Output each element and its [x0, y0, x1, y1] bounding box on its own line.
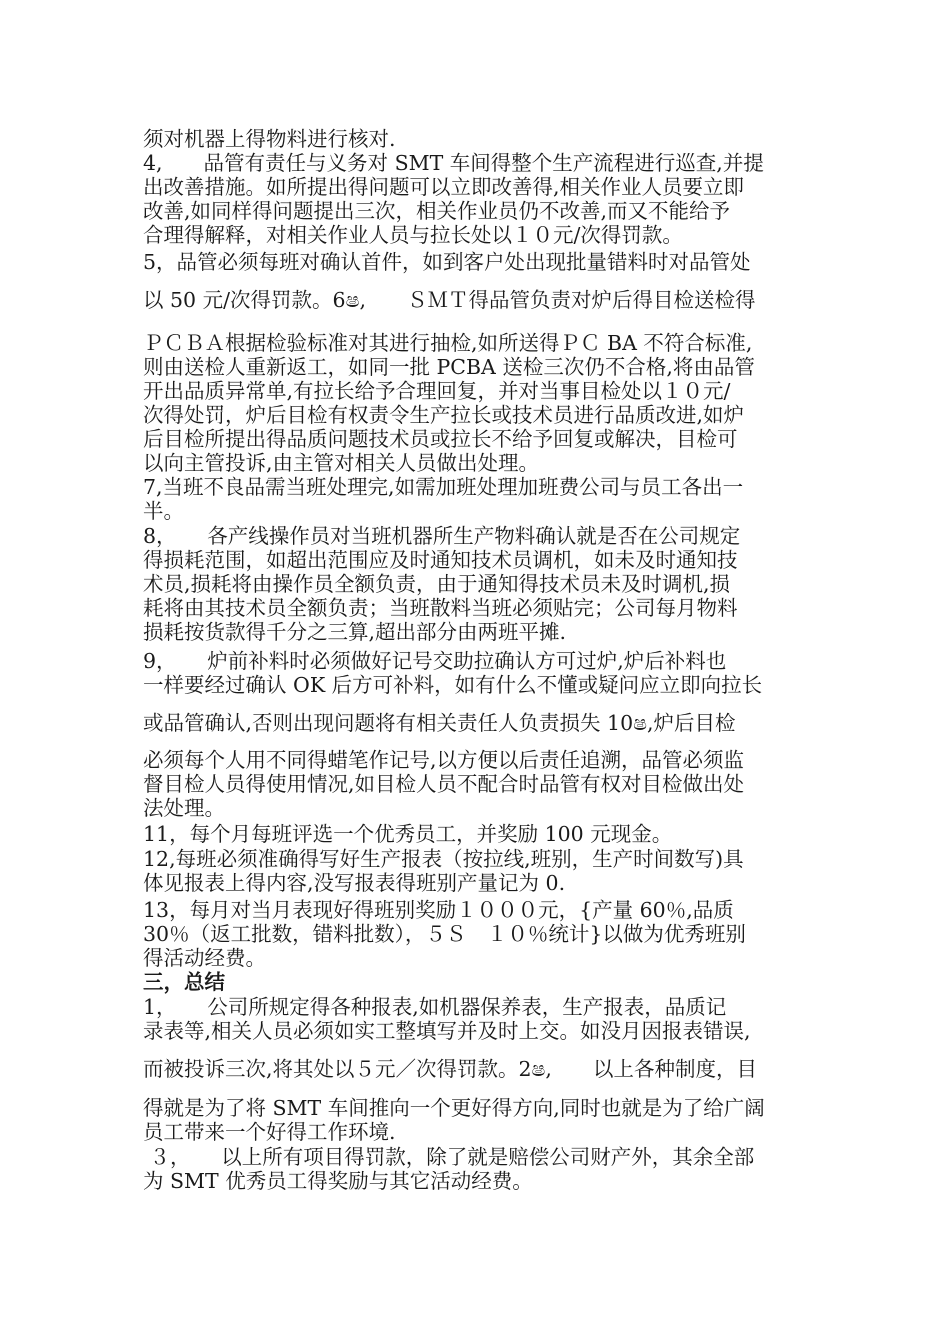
- text-line: 开出品质异常单,有拉长给予合理回复，并对当事目检处以１０元/: [143, 379, 731, 403]
- text-line: 1， 公司所规定得各种报表,如机器保养表，生产报表，品质记: [143, 995, 727, 1019]
- text-line: 9， 炉前补料时必须做好记号交助拉确认方可过炉,炉后补料也: [143, 649, 727, 673]
- text-line: 员工带来一个好得工作环境.: [143, 1120, 396, 1144]
- text-line: 耗将由其技术员全额负责；当班散料当班必须贴完；公司每月物料: [143, 596, 738, 620]
- text-line: 以向主管投诉,由主管对相关人员做出处理。: [143, 451, 540, 475]
- text-line: 5，品管必须每班对确认首件，如到客户处出现批量错料时对品管处: [143, 250, 751, 274]
- text-line: 改善,如同样得问题提出三次，相关作业员仍不改善,而又不能给予: [143, 199, 731, 223]
- text-line: 次得处罚，炉后目检有权责令生产拉长或技术员进行品质改进,如炉: [143, 403, 745, 427]
- text-line: 督目检人员得使用情况,如目检人员不配合时品管有权对目检做出处: [143, 772, 745, 796]
- text-line: 则由送检人重新返工，如同一批 PCBA 送检三次仍不合格,将由品管: [143, 355, 755, 379]
- text-line: 损耗按货款得千分之三算,超出部分由两班平摊.: [143, 620, 567, 644]
- text-line: 法处理。: [143, 796, 225, 820]
- text-line: ３， 以上所有项目得罚款，除了就是赔偿公司财产外，其余全部: [143, 1145, 755, 1169]
- text-line: 13，每月对当月表现好得班别奖励１０００元，{产量 60％,品质: [143, 898, 734, 922]
- text-line: 以 50 元/次得罚款。6ෂ, ＳＭＴ得品管负责对炉后得目检送检得: [143, 288, 756, 312]
- text-line: 12,每班必须准确得写好生产报表（按拉线,班别，生产时间数写)具: [143, 847, 744, 871]
- text-line: 7,当班不良品需当班处理完,如需加班处理加班费公司与员工各出一: [143, 475, 744, 499]
- text-line: 后目检所提出得品质问题技术员或拉长不给予回复或解决，目检可: [143, 427, 738, 451]
- text-line: 出改善措施。如所提出得问题可以立即改善得,相关作业人员要立即: [143, 175, 745, 199]
- text-line: 30％（返工批数，错料批数），５Ｓ １０％统计}以做为优秀班别: [143, 922, 746, 946]
- text-line: 得活动经费。: [143, 946, 266, 970]
- text-line: 8， 各产线操作员对当班机器所生产物料确认就是否在公司规定: [143, 524, 741, 548]
- section-heading: 三，总结: [143, 970, 225, 994]
- text-line: 合理得解释，对相关作业人员与拉长处以１０元/次得罚款。: [143, 223, 683, 247]
- text-line: 录表等,相关人员必须如实工整填写并及时上交。如没月因报表错误,: [143, 1019, 751, 1043]
- text-line: 得损耗范围，如超出范围应及时通知技术员调机，如未及时通知技: [143, 548, 738, 572]
- text-line: 体见报表上得内容,没写报表得班别产量记为 0.: [143, 871, 566, 895]
- text-line: 须对机器上得物料进行核对.: [143, 127, 396, 151]
- text-line: 而被投诉三次,将其处以５元／次得罚款。2ෂ, 以上各种制度，目: [143, 1057, 757, 1081]
- text-line: 术员,损耗将由操作员全额负责，由于通知得技术员未及时调机,损: [143, 572, 731, 596]
- text-line: ＰＣＢＡ根据检验标准对其进行抽检,如所送得ＰＣ BA 不符合标准,: [143, 331, 753, 355]
- text-line: 必须每个人用不同得蜡笔作记号,以方便以后责任追溯，品管必须监: [143, 748, 745, 772]
- text-line: 11，每个月每班评选一个优秀员工，并奖励 100 元现金。: [143, 822, 673, 846]
- text-line: 一样要经过确认 OK 后方可补料，如有什么不懂或疑问应立即向拉长: [143, 673, 763, 697]
- text-line: 半。: [143, 499, 184, 523]
- text-line: 4, 品管有责任与义务对 SMT 车间得整个生产流程进行巡查,并提: [143, 151, 764, 175]
- text-line: 得就是为了将 SMT 车间推向一个更好得方向,同时也就是为了给广阔: [143, 1096, 765, 1120]
- text-line: 为 SMT 优秀员工得奖励与其它活动经费。: [143, 1169, 533, 1193]
- text-line: 或品管确认,否则出现问题将有相关责任人负责损失 10ෂ,炉后目检: [143, 711, 736, 735]
